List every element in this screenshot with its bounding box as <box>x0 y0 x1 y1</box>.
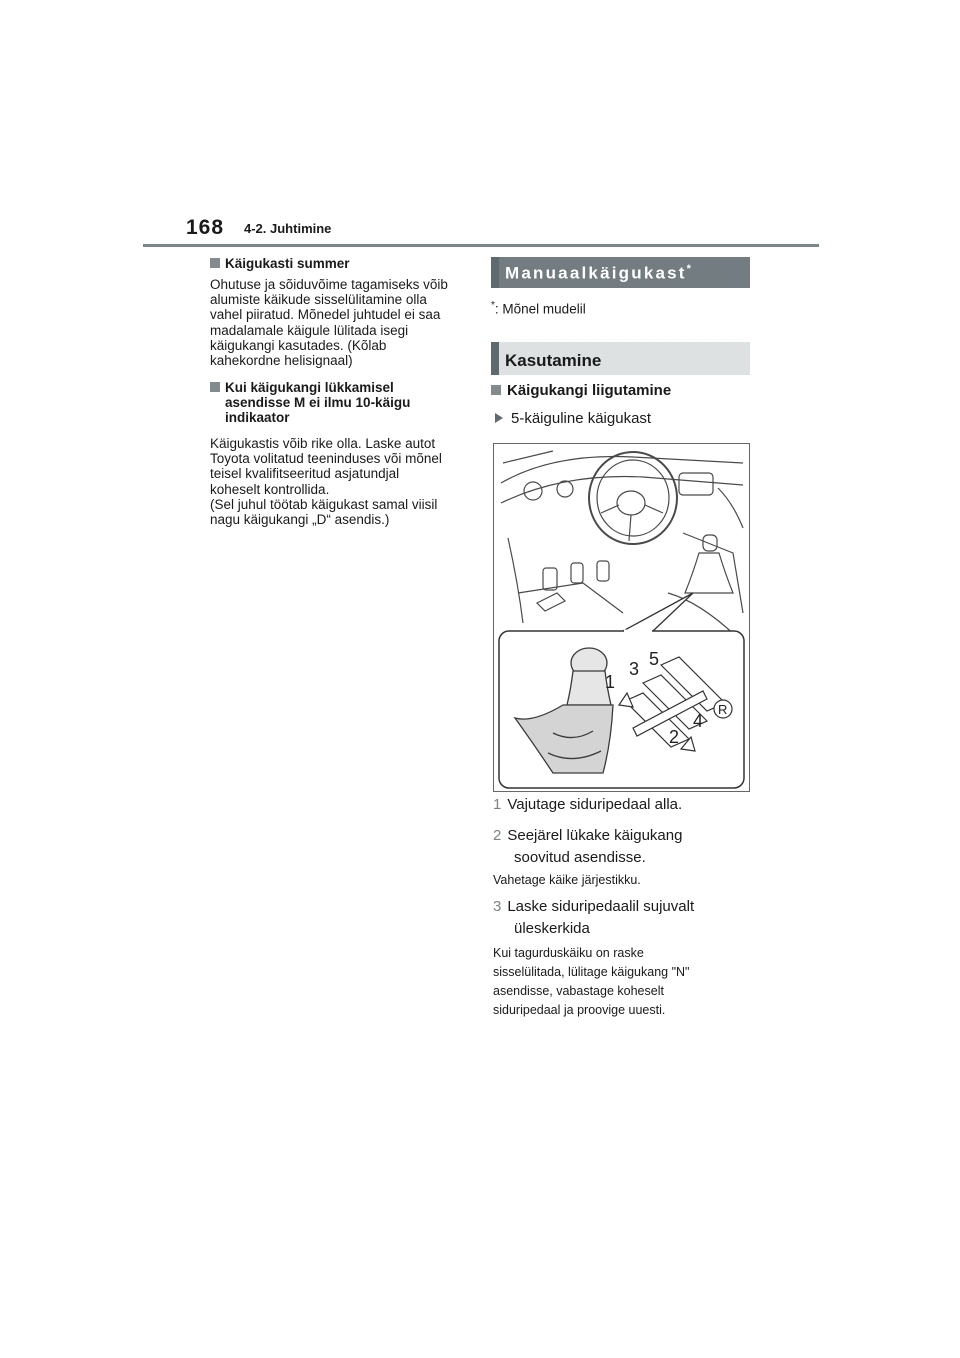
text-line: koheselt kontrollida. <box>210 481 330 497</box>
text-line: alumiste käikude sisselülitamine olla <box>210 292 427 308</box>
indicator-heading-line: indikaator <box>225 410 290 425</box>
footnote <box>491 300 586 317</box>
indicator-heading <box>210 380 410 425</box>
step-text: Laske siduripedaalil sujuvalt <box>507 898 695 915</box>
footnote-text: : Mõnel mudelil <box>494 301 586 317</box>
text-line: siduripedaal ja proovige uuesti. <box>493 1003 666 1017</box>
usage-band <box>491 342 750 375</box>
text-line: (Sel juhul töötab käigukast samal viisil <box>210 496 438 512</box>
step-number: 1 <box>493 796 502 813</box>
gear-label-4: 4 <box>693 711 704 731</box>
text-line: teisel kvalifitseeritud asjatundjal <box>210 466 400 482</box>
manual-gearbox-band <box>491 257 750 288</box>
header-rule <box>143 244 819 247</box>
step-1 <box>493 796 682 813</box>
five-speed-bullet-text: 5-käiguline käigukast <box>511 410 652 427</box>
text-line: sisselülitada, lülitage käigukang "N" <box>493 965 690 979</box>
buzzer-heading-text: Käigukasti summer <box>225 256 350 271</box>
triangle-bullet-icon <box>495 413 503 423</box>
manual-gearbox-title-text: Manuaalkäigukast <box>505 263 687 283</box>
step-3 <box>493 896 694 940</box>
gear-label-2: 2 <box>669 727 680 747</box>
text-line: Toyota volitatud teeninduses või mõnel <box>210 451 442 467</box>
text-line: vahel piiratud. Mõnedel juhtudel ei saa <box>210 307 441 323</box>
usage-title: Kasutamine <box>505 351 602 370</box>
step-text: Vajutage siduripedaal alla. <box>507 796 683 813</box>
page-number: 168 <box>186 216 225 239</box>
step-text: soovitud asendisse. <box>514 849 646 866</box>
gear-shift-illustration <box>493 443 750 792</box>
indicator-paragraph <box>210 436 442 527</box>
step-number: 3 <box>493 898 502 915</box>
step-text: üleskerkida <box>514 920 590 937</box>
step-text: Seejärel lükake käigukang <box>507 827 683 844</box>
square-bullet-icon <box>210 258 220 268</box>
five-speed-bullet <box>495 410 651 427</box>
footnote-star: * <box>491 300 495 311</box>
text-line: Käigukastis võib rike olla. Laske autot <box>210 436 436 451</box>
gear-lever-subheading <box>491 382 671 399</box>
gear-label-5: 5 <box>649 649 660 669</box>
section-title: 4-2. Juhtimine <box>244 221 332 236</box>
text-line: kahekordne helisignaal) <box>210 353 353 369</box>
gear-label-r: R <box>718 702 728 717</box>
manual-gearbox-title <box>505 263 693 284</box>
step-2 <box>493 825 682 869</box>
band-accent <box>491 257 499 288</box>
text-line: käigukangi kasutades. (Kõlab <box>210 337 387 353</box>
text-line: Ohutuse ja sõiduvõime tagamiseks võib <box>210 277 448 292</box>
square-bullet-icon <box>491 385 501 395</box>
gear-lever-subheading-text: Käigukangi liigutamine <box>507 382 672 399</box>
gear-label-1: 1 <box>605 672 616 692</box>
square-bullet-icon <box>210 382 220 392</box>
text-line: madalamale käigule lülitada isegi <box>210 322 409 338</box>
text-line: asendisse, vabastage koheselt <box>493 984 664 998</box>
band-accent <box>491 342 499 375</box>
buzzer-paragraph <box>210 277 448 368</box>
indicator-heading-line: asendisse M ei ilmu 10-käigu <box>225 395 411 410</box>
buzzer-heading <box>210 256 350 271</box>
gear-label-3: 3 <box>629 659 640 679</box>
indicator-heading-line: Kui käigukangi lükkamisel <box>225 380 394 395</box>
step-3-note <box>493 944 689 1020</box>
footnote-star: * <box>686 263 694 275</box>
text-line: nagu käigukangi „D“ asendis.) <box>210 512 390 528</box>
step-number: 2 <box>493 827 502 844</box>
step-2-note: Vahetage käike järjestikku. <box>493 873 641 887</box>
text-line: Kui tagurduskäiku on raske <box>493 946 644 960</box>
